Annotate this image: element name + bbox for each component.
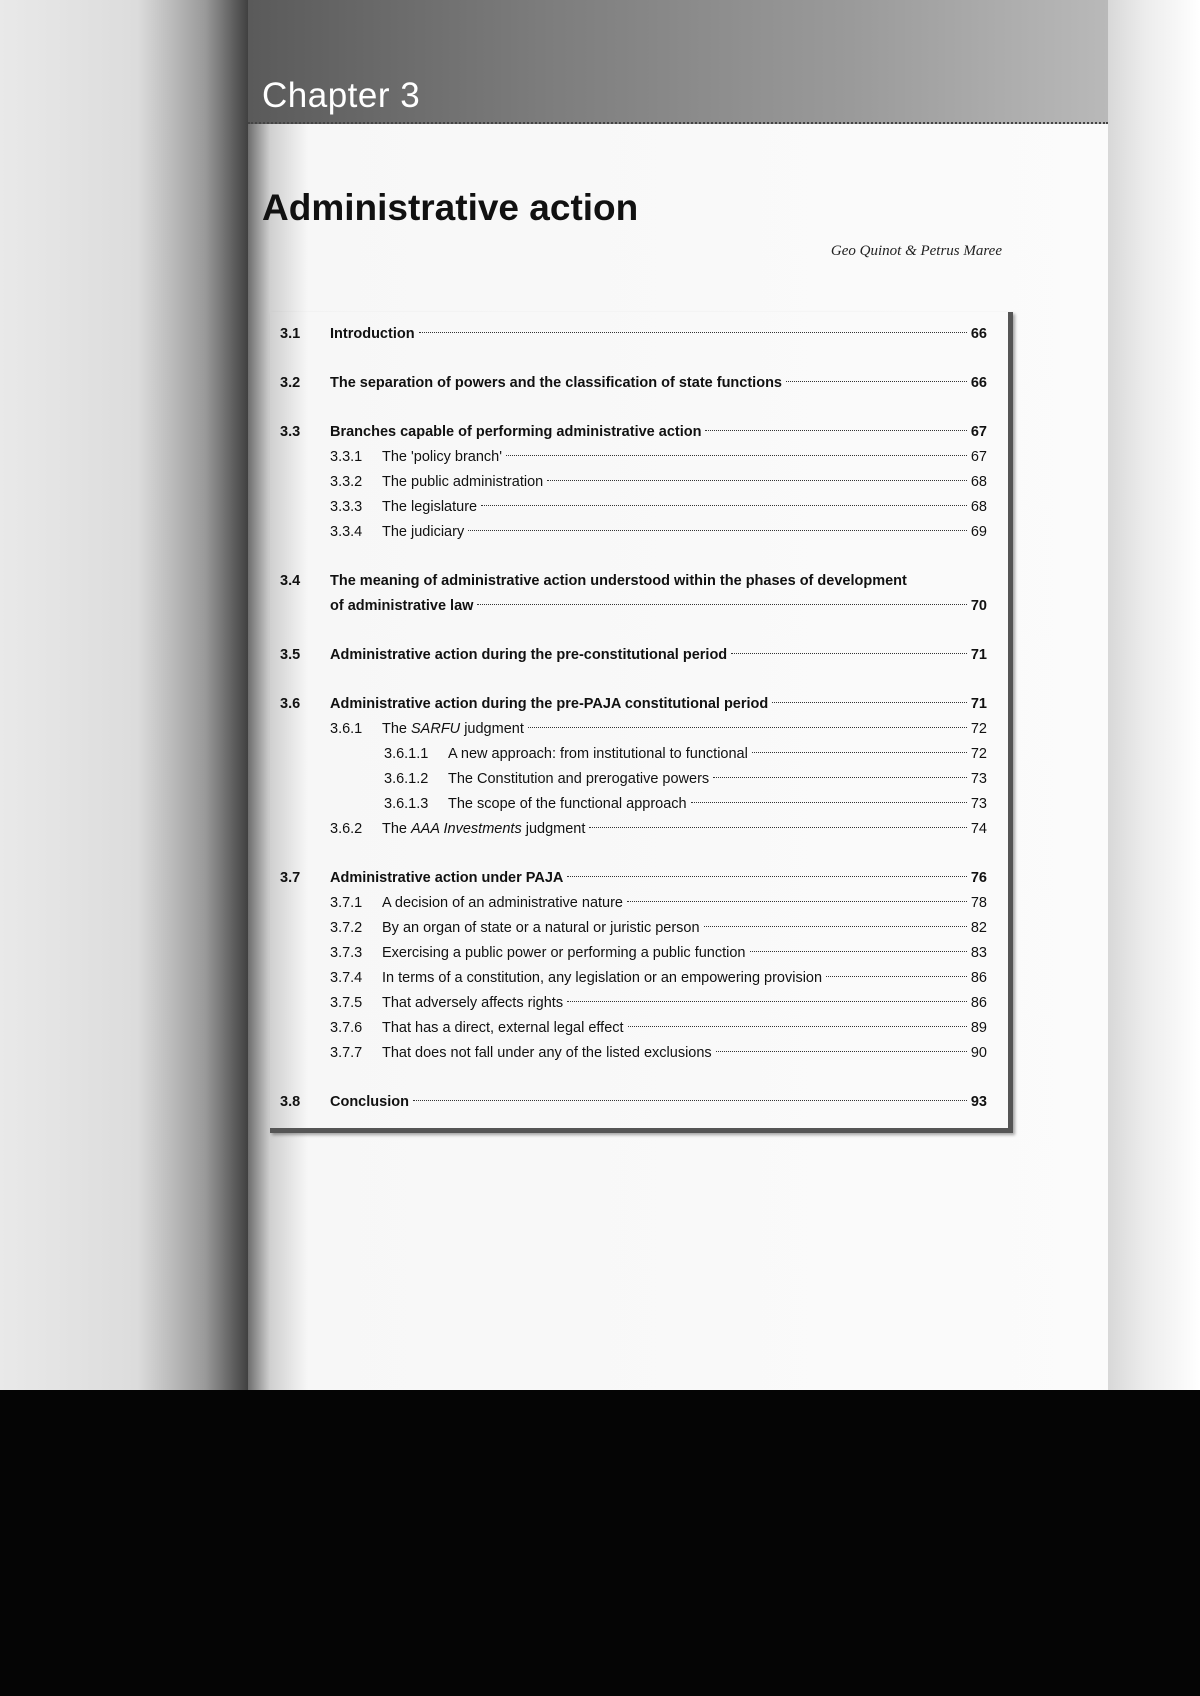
leader-dots	[772, 702, 967, 703]
leader-dots	[506, 455, 967, 456]
toc-entry-3-3-3[interactable]: 3.3.3 The legislature 68	[330, 499, 987, 515]
leader-dots	[716, 1051, 967, 1052]
leader-dots	[481, 505, 967, 506]
toc-entry-3-7-3[interactable]: 3.7.3 Exercising a public power or performing a public function 83	[330, 945, 987, 961]
toc-entry-3-7-1[interactable]: 3.7.1 A decision of an administrative nature 78	[330, 895, 987, 911]
toc-entry-3-6[interactable]: 3.6 Administrative action during the pre-PAJA constitutional period 71	[280, 696, 987, 712]
toc-entry-3-8[interactable]: 3.8 Conclusion 93	[280, 1094, 987, 1110]
toc-entry-3-6-1-1[interactable]: 3.6.1.1 A new approach: from institutional to functional 72	[384, 746, 987, 762]
toc-entry-3-7[interactable]: 3.7 Administrative action under PAJA 76	[280, 870, 987, 886]
toc-entry-3-4-line2[interactable]: of administrative law 70	[330, 598, 987, 614]
toc-entry-3-6-1-3[interactable]: 3.6.1.3 The scope of the functional approach 73	[384, 796, 987, 812]
toc-entry-3-3-4[interactable]: 3.3.4 The judiciary 69	[330, 524, 987, 540]
toc-entry-3-6-1[interactable]: 3.6.1 The SARFU judgment 72	[330, 721, 987, 737]
toc-entry-3-6-2[interactable]: 3.6.2 The AAA Investments judgment 74	[330, 821, 987, 837]
leader-dots	[627, 901, 967, 902]
toc-entry-3-7-7[interactable]: 3.7.7 That does not fall under any of the listed exclusions 90	[330, 1045, 987, 1061]
toc-entry-3-4-line1[interactable]: 3.4 The meaning of administrative action understood within the phases of development	[280, 573, 907, 589]
toc-entry-3-7-2[interactable]: 3.7.2 By an organ of state or a natural or juristic person 82	[330, 920, 987, 936]
leader-dots	[731, 653, 967, 654]
leader-dots	[750, 951, 967, 952]
leader-dots	[528, 727, 967, 728]
leader-dots	[826, 976, 967, 977]
toc-entry-3-3-1[interactable]: 3.3.1 The 'policy branch' 67	[330, 449, 987, 465]
chapter-authors: Geo Quinot & Petrus Maree	[830, 243, 1002, 259]
leader-dots	[628, 1026, 967, 1027]
leader-dots	[786, 381, 967, 382]
toc-entry-3-1[interactable]: 3.1 Introduction 66	[280, 326, 987, 342]
leader-dots	[419, 332, 967, 333]
leader-dots	[413, 1100, 967, 1101]
facing-page-edge	[0, 0, 250, 1390]
leader-dots	[567, 1001, 967, 1002]
chapter-label: Chapter 3	[262, 76, 421, 115]
toc-entry-3-5[interactable]: 3.5 Administrative action during the pre-constitutional period 71	[280, 647, 987, 663]
leader-dots	[713, 777, 967, 778]
leader-dots	[691, 802, 967, 803]
leader-dots	[752, 752, 967, 753]
page-right-margin	[1108, 0, 1200, 1390]
leader-dots	[704, 926, 967, 927]
toc-entry-3-7-6[interactable]: 3.7.6 That has a direct, external legal effect 89	[330, 1020, 987, 1036]
leader-dots	[477, 604, 966, 605]
toc-entry-3-7-5[interactable]: 3.7.5 That adversely affects rights 86	[330, 995, 987, 1011]
leader-dots	[705, 430, 966, 431]
toc-entry-3-2[interactable]: 3.2 The separation of powers and the classification of state functions 66	[280, 375, 987, 391]
toc-entry-3-3[interactable]: 3.3 Branches capable of performing administrative action 67	[280, 424, 987, 440]
leader-dots	[567, 876, 966, 877]
leader-dots	[547, 480, 967, 481]
toc-entry-3-7-4[interactable]: 3.7.4 In terms of a constitution, any legislation or an empowering provision 86	[330, 970, 987, 986]
toc-entry-3-3-2[interactable]: 3.3.2 The public administration 68	[330, 474, 987, 490]
leader-dots	[468, 530, 967, 531]
table-of-contents	[280, 322, 987, 1115]
leader-dots	[589, 827, 966, 828]
chapter-title: Administrative action	[262, 187, 639, 228]
scanner-background	[0, 1390, 1200, 1696]
toc-entry-3-6-1-2[interactable]: 3.6.1.2 The Constitution and prerogative powers 73	[384, 771, 987, 787]
